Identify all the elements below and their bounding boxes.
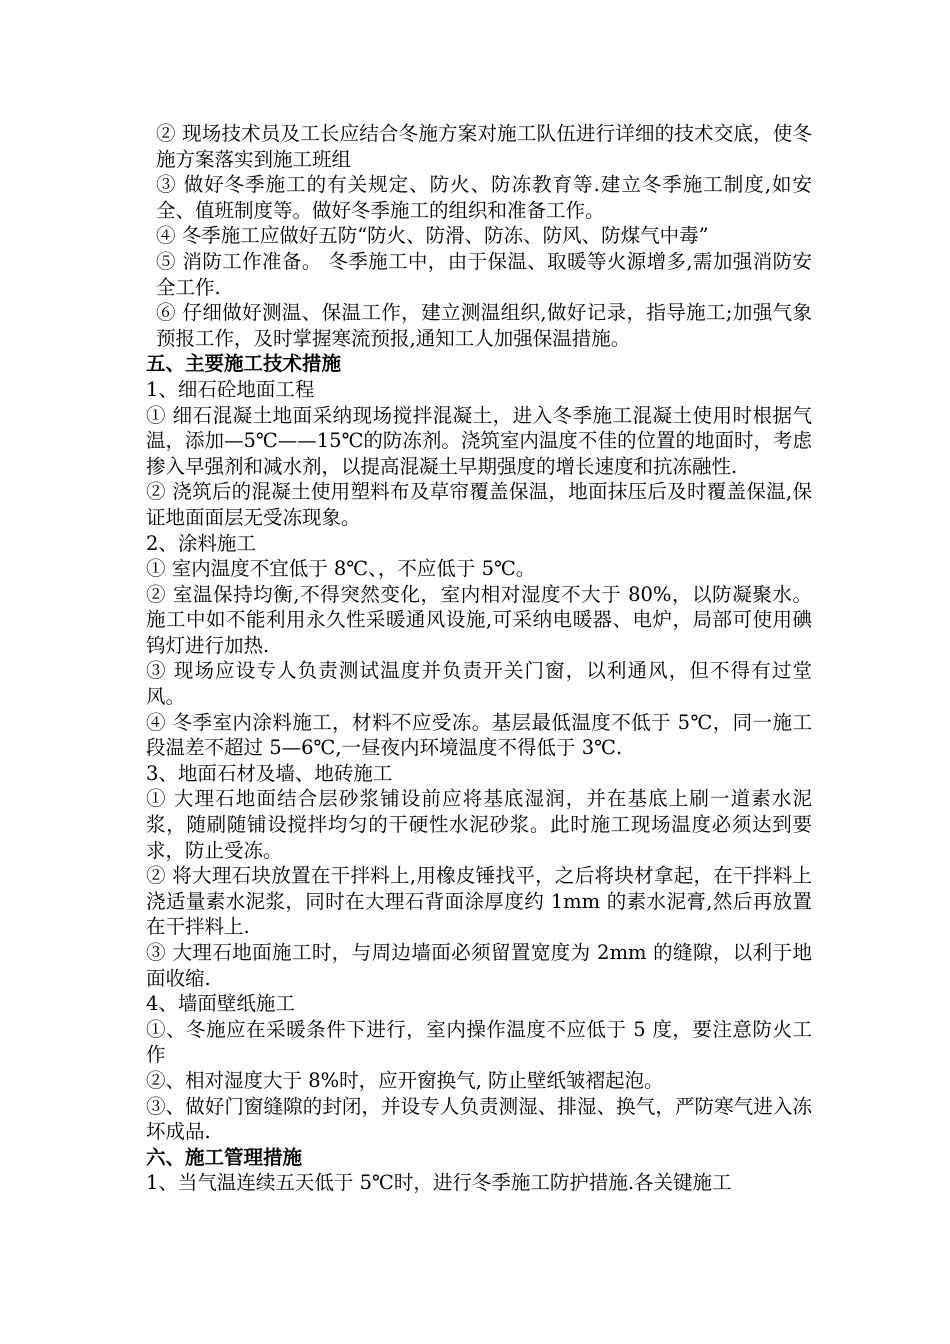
document-page	[146, 121, 812, 1196]
paragraph-5: ⑥ 仔细做好测温、保温工作，建立测温组织,做好记录，指导施工;加强气象预报工作，及时掌握寒流预报,通知工人加强保温措施。	[156, 301, 812, 350]
paragraph-4: ⑤ 消防工作准备。 冬季施工中，由于保温、取暖等火源增多,需加强消防安全工作.	[156, 249, 812, 299]
paragraph-14: ③ 大理石地面施工时，与周边墙面必须留置宽度为 2mm 的缝隙，以利于地面收缩.	[146, 941, 812, 990]
paragraph-1: ② 现场技术员及工长应结合冬施方案对施工队伍进行详细的技术交底，使冬施方案落实到施工班组	[156, 122, 812, 171]
paragraph-11: ④ 冬季室内涂料施工，材料不应受冻。基层最低温度不低于 5℃，同一施工段温差不超过 5—6℃,一昼夜内环境温度不得低于 3℃.	[146, 710, 812, 760]
subsection-heading-2: 2、涂料施工	[146, 531, 256, 555]
paragraph-13: ② 将大理石块放置在干拌料上,用橡皮锤找平，之后将块材拿起，在干拌料上浇适量素水泥浆，同时在大理石背面涂厚度约 1mm 的素水泥膏,然后再放置在干拌料上.	[146, 864, 812, 939]
paragraph-18: 1、当气温连续五天低于 5℃时，进行冬季施工防护措施.各关键施工	[146, 1171, 732, 1195]
paragraph-10: ③ 现场应设专人负责测试温度并负责开关门窗，以利通风，但不得有过堂风。	[146, 659, 812, 709]
paragraph-16: ②、相对湿度大于 8%时，应开窗换气, 防止壁纸皱褶起泡。	[146, 1068, 664, 1092]
paragraph-8: ① 室内温度不宜低于 8℃、，不应低于 5℃。	[146, 557, 536, 581]
paragraph-3: ④ 冬季施工应做好五防“防火、防滑、防冻、防风、防煤气中毒”	[156, 224, 709, 248]
subsection-heading-1: 1、细石砼地面工程	[146, 377, 315, 401]
section-heading-6: 六、施工管理措施	[146, 1145, 303, 1169]
paragraph-15: ①、冬施应在采暖条件下进行，室内操作温度不应低于 5 度，要注意防火工作	[146, 1017, 812, 1067]
paragraph-2: ③ 做好冬季施工的有关规定、防火、防冻教育等.建立冬季施工制度,如安全、值班制度等。做好冬季施工的组织和准备工作。	[156, 173, 812, 222]
section-heading-5: 五、主要施工技术措施	[146, 352, 342, 376]
subsection-heading-4: 4、墙面壁纸施工	[146, 992, 295, 1016]
subsection-heading-3: 3、地面石材及墙、地砖施工	[146, 761, 393, 785]
paragraph-17: ③、做好门窗缝隙的封闭，并设专人负责测湿、排湿、换气，严防寒气进入冻坏成品.	[146, 1094, 812, 1144]
paragraph-7: ② 浇筑后的混凝土使用塑料布及草帘覆盖保温，地面抹压后及时覆盖保温,保证地面面层无受冻现象。	[146, 480, 812, 529]
paragraph-12: ① 大理石地面结合层砂浆铺设前应将基底湿润，并在基底上刷一道素水泥浆，随刷随铺设搅拌均匀的干硬性水泥砂浆。此时施工现场温度必须达到要求，防止受冻。	[146, 787, 812, 862]
paragraph-6: ① 细石混凝土地面采纳现场搅拌混凝土，进入冬季施工混凝土使用时根据气温，添加—5℃——15℃的防冻剂。浇筑室内温度不佳的位置的地面时，考虑掺入早强剂和减水剂，以提高混凝土早期强度的增长速度和抗冻融性.	[146, 403, 812, 478]
paragraph-9: ② 室温保持均衡,不得突然变化，室内相对湿度不大于 80%，以防凝聚水。施工中如不能利用永久性采暖通风设施,可采纳电暖器、电炉，局部可使用碘钨灯进行加热.	[146, 582, 812, 657]
